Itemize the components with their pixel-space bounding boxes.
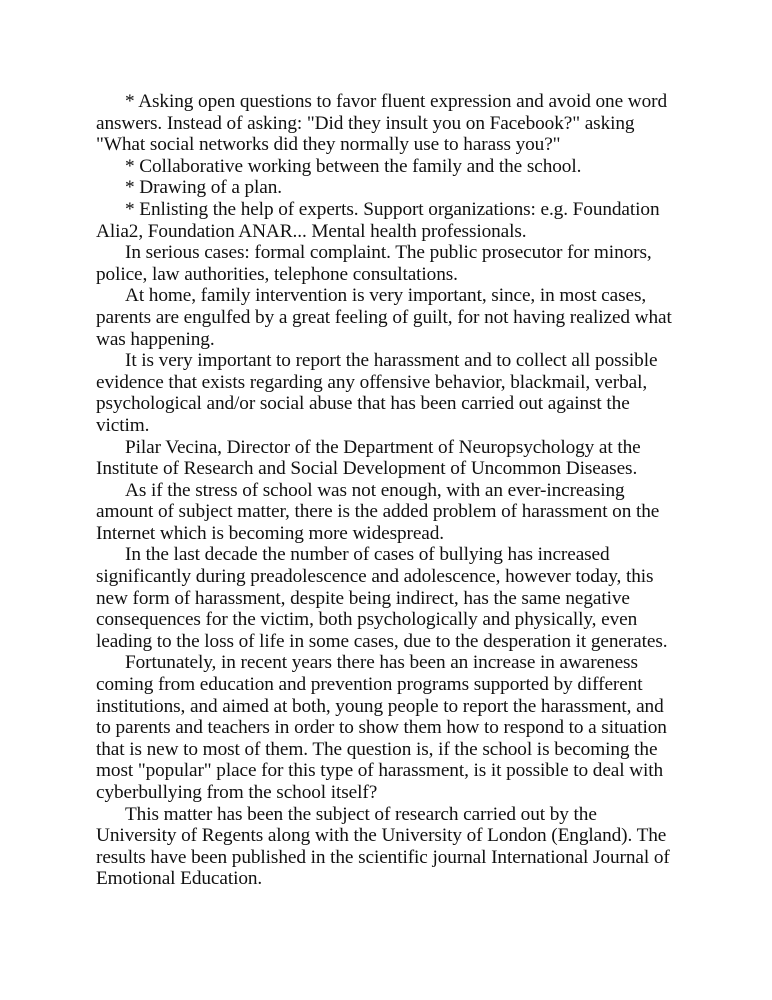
paragraph-last-decade: In the last decade the number of cases of bullying has increased significantly during preadolescence and adolescence, however today, this new form of harassment, despite being indirect, has the same negative consequences for the victim, both psychologically and physically, even leading to the loss of life in some cases, due to the desperation it generates. [96, 544, 668, 652]
paragraph-awareness: Fortunately, in recent years there has been an increase in awareness coming from education and prevention programs supported by different institutions, and aimed at both, young people to report the harassment, and to parents and teachers in order to show them how to respond to a situation that is new to most of them. The question is, if the school is becoming the most "popular" place for this type of harassment, is it possible to deal with cyberbullying from the school itself? [96, 652, 667, 803]
paragraph-stress-of-school: As if the stress of school was not enough, with an ever-increasing amount of subject matter, there is the added problem of harassment on the Internet which is becoming more widespread. [96, 479, 660, 544]
paragraph-drawing-plan: * Drawing of a plan. [125, 177, 283, 199]
document-page [96, 91, 676, 890]
paragraph-research: This matter has been the subject of research carried out by the University of Regents along with the University of London (England). The results have been published in the scientific journal International Journal of Emotional Education. [96, 803, 670, 890]
paragraph-open-questions: * Asking open questions to favor fluent expression and avoid one word answers. Instead of asking: "Did they insult you on Facebook?" asking "What social networks did they normally use to harass you?" [96, 91, 667, 156]
paragraph-collaborative-working: * Collaborative working between the family and the school. [125, 155, 582, 177]
paragraph-serious-cases: In serious cases: formal complaint. The public prosecutor for minors, police, law authorities, telephone consultations. [96, 242, 652, 285]
paragraph-author-credit: Pilar Vecina, Director of the Department of Neuropsychology at the Institute of Research and Social Development of Uncommon Diseases. [96, 436, 641, 480]
paragraph-enlisting-experts: * Enlisting the help of experts. Support organizations: e.g. Foundation Alia2, Foundation ANAR... Mental health professionals. [96, 198, 660, 242]
paragraph-report-harassment: It is very important to report the harassment and to collect all possible evidence that exists regarding any offensive behavior, blackmail, verbal, psychological and/or social abuse that has been carried out against the victim. [96, 350, 658, 436]
paragraph-family-intervention: At home, family intervention is very important, since, in most cases, parents are engulfed by a great feeling of guilt, for not having realized what was happening. [96, 285, 672, 350]
